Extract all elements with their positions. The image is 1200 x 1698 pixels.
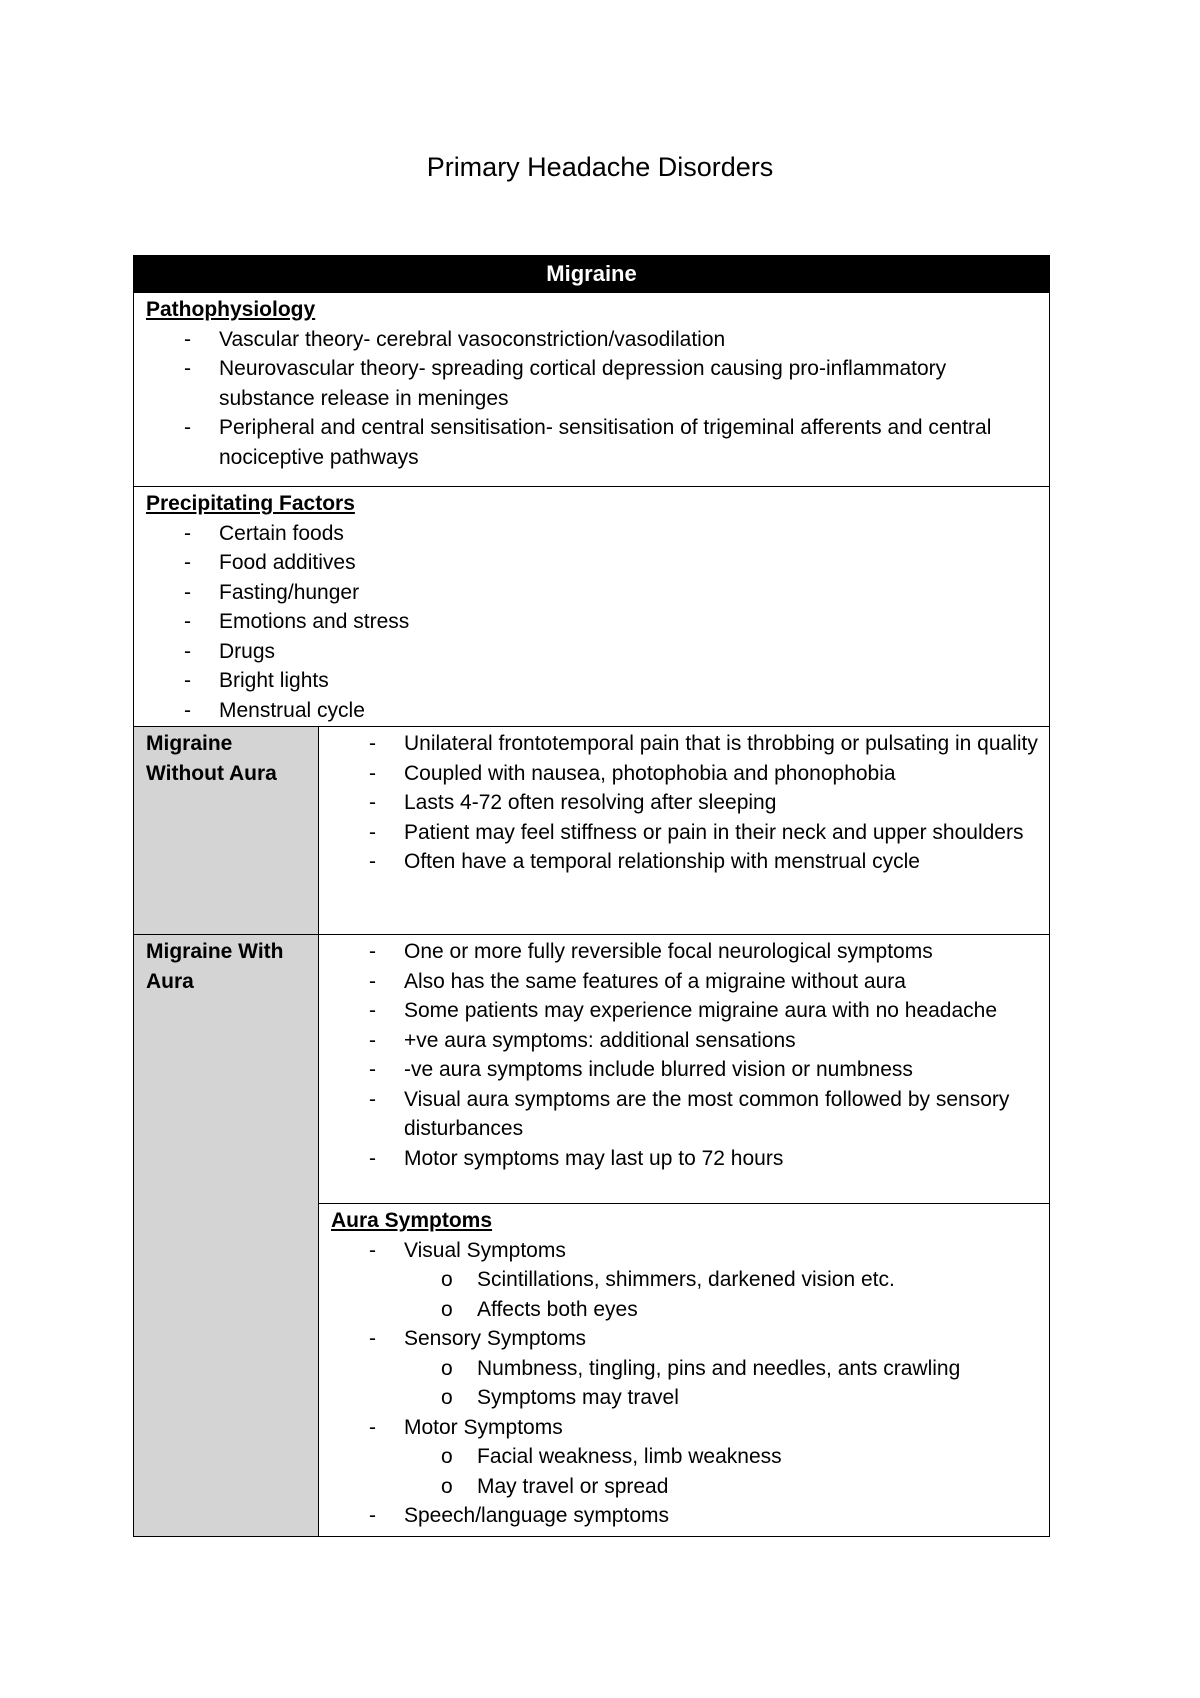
migraine-table <box>133 255 1050 1537</box>
list-item: - One or more fully reversible focal neurological symptoms <box>331 937 1039 967</box>
aura-symptoms-list <box>331 1236 1039 1266</box>
list-item: - Peripheral and central sensitisation- sensitisation of trigeminal afferents and central nociceptive pathways <box>146 413 1039 472</box>
pathophysiology-heading: Pathophysiology <box>146 298 316 321</box>
pathophysiology-list <box>146 325 1039 473</box>
list-item: - Bright lights <box>146 666 1039 696</box>
list-item: - Patient may feel stiffness or pain in their neck and upper shoulders <box>331 818 1039 848</box>
migraine-without-aura-row <box>134 726 1049 934</box>
precipitating-factors-heading: Precipitating Factors <box>146 492 355 515</box>
sensory-symptoms-sublist <box>331 1354 1039 1413</box>
list-item: - Also has the same features of a migraine without aura <box>331 967 1039 997</box>
list-item: - Unilateral frontotemporal pain that is throbbing or pulsating in quality <box>331 729 1039 759</box>
sub-list-item: o Scintillations, shimmers, darkened vision etc. <box>331 1265 1039 1295</box>
list-item: - Fasting/hunger <box>146 578 1039 608</box>
list-item: - Vascular theory- cerebral vasoconstriction/vasodilation <box>146 325 1039 355</box>
list-item: - Visual aura symptoms are the most common followed by sensory disturbances <box>331 1085 1039 1144</box>
list-item: - Some patients may experience migraine aura with no headache <box>331 996 1039 1026</box>
list-item: - Speech/language symptoms <box>331 1501 1039 1531</box>
list-item: - Often have a temporal relationship with menstrual cycle <box>331 847 1039 877</box>
list-item: - Drugs <box>146 637 1039 667</box>
list-item: - Motor symptoms may last up to 72 hours <box>331 1144 1039 1174</box>
precipitating-factors-cell <box>134 486 1049 726</box>
list-item: - Emotions and stress <box>146 607 1039 637</box>
sub-list-item: o May travel or spread <box>331 1472 1039 1502</box>
sub-list-item: o Affects both eyes <box>331 1295 1039 1325</box>
list-item: - Lasts 4-72 often resolving after sleeping <box>331 788 1039 818</box>
motor-symptoms-sublist <box>331 1442 1039 1501</box>
sub-list-item: o Numbness, tingling, pins and needles, ants crawling <box>331 1354 1039 1384</box>
list-item: - Food additives <box>146 548 1039 578</box>
list-item: - Visual Symptoms <box>331 1236 1039 1266</box>
visual-symptoms-sublist <box>331 1265 1039 1324</box>
list-item: - -ve aura symptoms include blurred vision or numbness <box>331 1055 1039 1085</box>
migraine-without-aura-content <box>319 727 1049 934</box>
list-item: - Coupled with nausea, photophobia and phonophobia <box>331 759 1039 789</box>
migraine-with-aura-label: Migraine With Aura <box>134 935 319 1536</box>
list-item: - Sensory Symptoms <box>331 1324 1039 1354</box>
list-item: - Certain foods <box>146 519 1039 549</box>
aura-symptoms-cell <box>319 1203 1049 1536</box>
migraine-without-aura-list <box>331 729 1039 877</box>
migraine-header: Migraine <box>134 256 1049 292</box>
list-item: - Menstrual cycle <box>146 696 1039 726</box>
pathophysiology-cell <box>134 292 1049 486</box>
sub-list-item: o Facial weakness, limb weakness <box>331 1442 1039 1472</box>
aura-symptoms-heading: Aura Symptoms <box>331 1209 493 1232</box>
migraine-with-aura-row <box>134 934 1049 1536</box>
migraine-without-aura-label: Migraine Without Aura <box>134 727 319 934</box>
page-title: Primary Headache Disorders <box>426 152 774 182</box>
migraine-with-aura-list <box>331 937 1039 1173</box>
list-item: - Motor Symptoms <box>331 1413 1039 1443</box>
sub-list-item: o Symptoms may travel <box>331 1383 1039 1413</box>
list-item: - +ve aura symptoms: additional sensations <box>331 1026 1039 1056</box>
list-item: - Neurovascular theory- spreading cortical depression causing pro-inflammatory substance release in meninges <box>146 354 1039 413</box>
migraine-with-aura-content <box>319 935 1049 1203</box>
precipitating-factors-list <box>146 519 1039 726</box>
